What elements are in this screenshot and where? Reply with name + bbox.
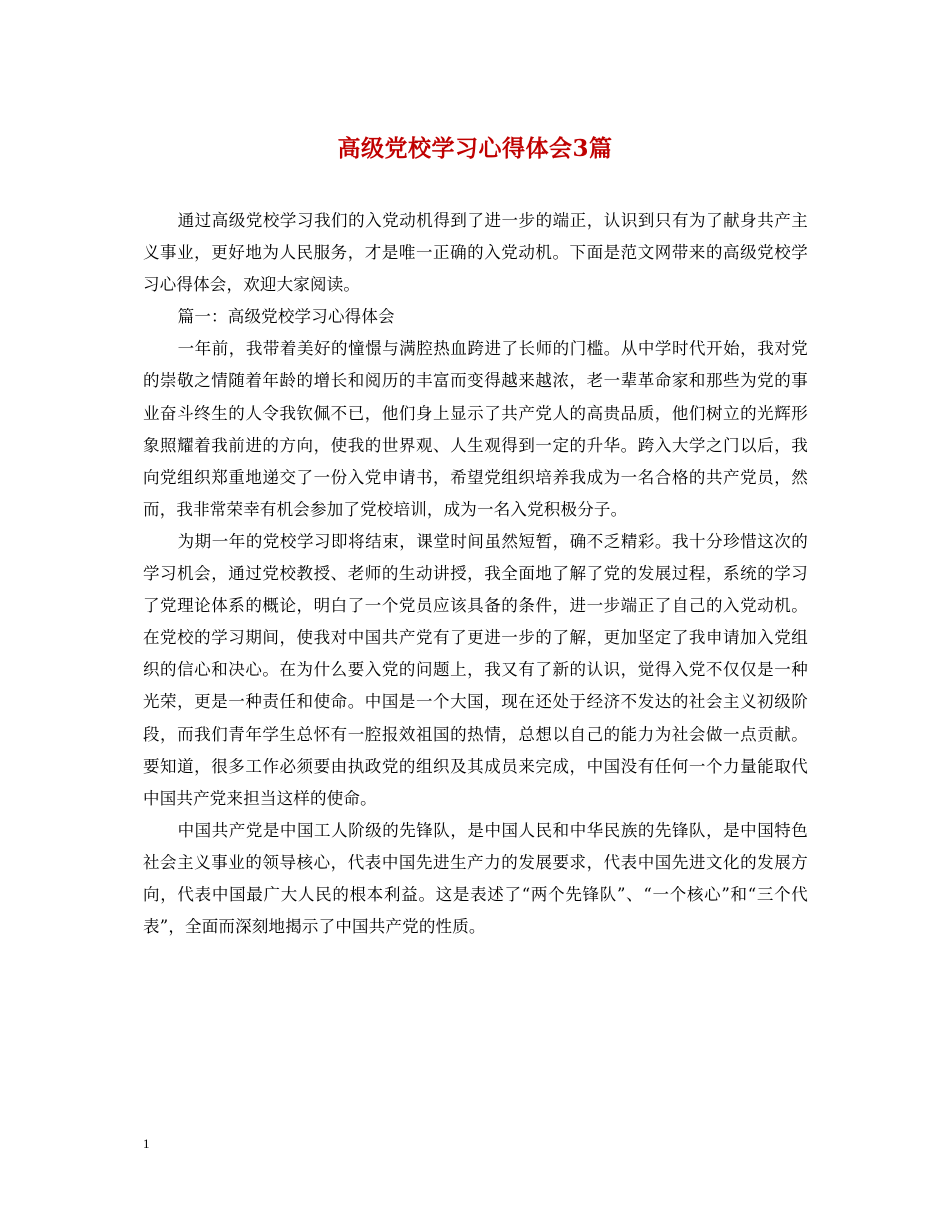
section-heading: 篇一：高级党校学习心得体会 bbox=[177, 307, 395, 327]
paragraph: 中国共产党是中国工人阶级的先锋队，是中国人民和中华民族的先锋队，是中国特色社会主义事业的领导核心，代表中国先进生产力的发展要求，代表中国先进文化的发展方向，代表中国最广大人民的根本利益。这是表述了“两个先锋队”、“一个核心”和“三个代表”，全面而深刻地揭示了中国共产党的性质。 bbox=[143, 820, 808, 937]
document-body bbox=[143, 205, 808, 943]
paragraph-intro: 通过高级党校学习我们的入党动机得到了进一步的端正，认识到只有为了献身共产主义事业，更好地为人民服务，才是唯一正确的入党动机。下面是范文网带来的高级党校学习心得体会，欢迎大家阅读。 bbox=[143, 211, 808, 295]
document-title: 高级党校学习心得体会3篇 bbox=[337, 135, 613, 162]
paragraph: 为期一年的党校学习即将结束，课堂时间虽然短暂，确不乏精彩。我十分珍惜这次的学习机会，通过党校教授、老师的生动讲授，我全面地了解了党的发展过程，系统的学习了党理论体系的概论，明白了一个党员应该具备的条件，进一步端正了自己的入党动机。在党校的学习期间，使我对中国共产党有了更进一步的了解，更加坚定了我申请加入党组织的信心和决心。在为什么要入党的问题上，我又有了新的认识，觉得入党不仅仅是一种光荣，更是一种责任和使命。中国是一个大国，现在还处于经济不发达的社会主义初级阶段，而我们青年学生总怀有一腔报效祖国的热情，总想以自己的能力为社会做一点贡献。要知道，很多工作必须要由执政党的组织及其成员来完成，中国没有任何一个力量能取代中国共产党来担当这样的使命。 bbox=[143, 531, 808, 808]
page-number: 1 bbox=[143, 1136, 150, 1151]
paragraph: 一年前，我带着美好的憧憬与满腔热血跨进了长师的门槛。从中学时代开始，我对党的崇敬之情随着年龄的增长和阅历的丰富而变得越来越浓，老一辈革命家和那些为党的事业奋斗终生的人令我钦佩不已，他们身上显示了共产党人的高贵品质，他们树立的光辉形象照耀着我前进的方向，使我的世界观、人生观得到一定的升华。跨入大学之门以后，我向党组织郑重地递交了一份入党申请书，希望党组织培养我成为一名合格的共产党员，然而，我非常荣幸有机会参加了党校培训，成为一名入党积极分子。 bbox=[143, 339, 808, 519]
